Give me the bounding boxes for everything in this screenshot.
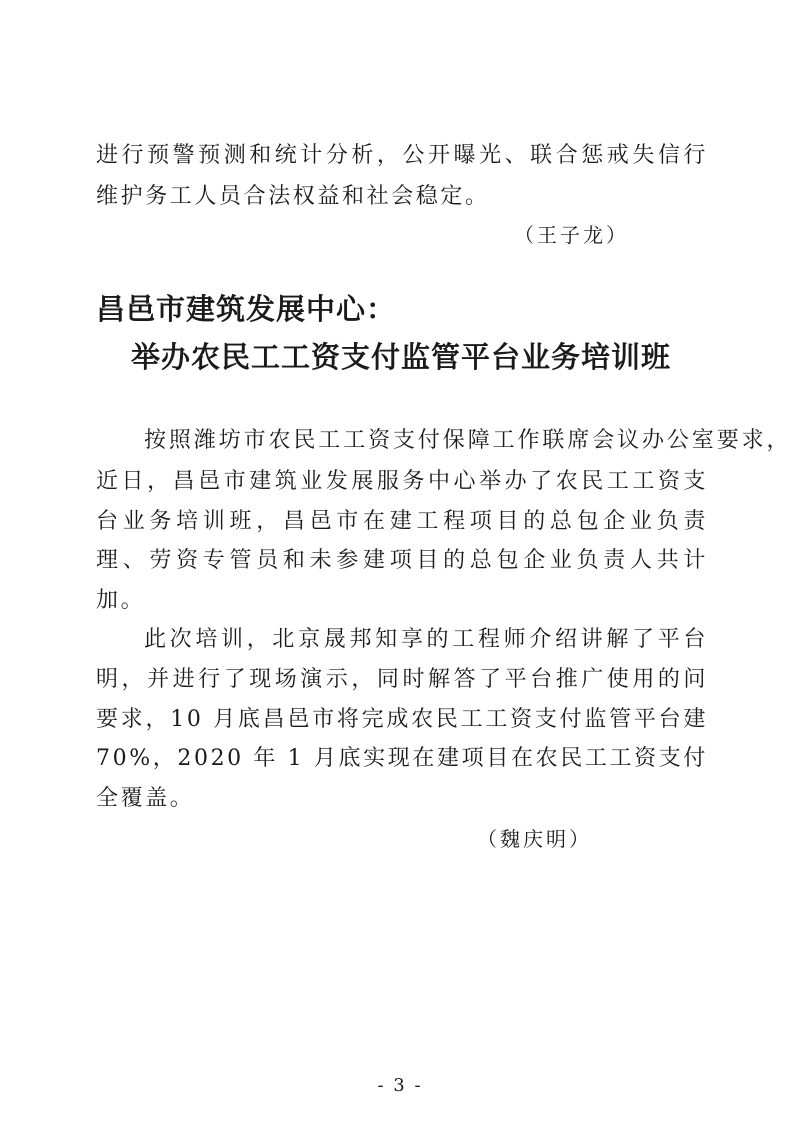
paragraph-1-line-4: 理、劳资专管员和未参建项目的总包企业负责人共计 xyxy=(96,548,708,573)
paragraph-1-line-1: 按照潍坊市农民工工资支付保障工作联席会议办公室要求， xyxy=(144,428,792,453)
paragraph-1-line-2: 近日，昌邑市建筑业发展服务中心举办了农民工工资支 xyxy=(96,469,708,494)
paragraph-2-line-2: 明，并进行了现场演示，同时解答了平台推广使用的问 xyxy=(96,667,708,692)
article-signature: （魏庆明） xyxy=(477,827,592,851)
paragraph-2-line-4: 70%，2020 年 1 月底实现在建项目在农民工工资支付 xyxy=(96,746,708,771)
paragraph-2-line-3: 要求，10 月底昌邑市将完成农民工工资支付监管平台建 xyxy=(96,707,708,732)
article-title-line-1: 昌邑市建筑发展中心： xyxy=(96,292,397,326)
article-title-line-2: 举办农民工工资支付监管平台业务培训班 xyxy=(131,340,672,374)
prev-article-signature: （王子龙） xyxy=(514,223,629,247)
prev-article-line-2: 维护务工人员合法权益和社会稳定。 xyxy=(96,184,490,209)
prev-article-line-1: 进行预警预测和统计分析，公开曝光、联合惩戒失信行 xyxy=(96,143,708,168)
paragraph-2-line-1: 此次培训，北京晟邦知享的工程师介绍讲解了平台 xyxy=(144,627,708,652)
paragraph-1-line-3: 台业务培训班，昌邑市在建工程项目的总包企业负责 xyxy=(96,509,708,534)
paragraph-1-line-5: 加。 xyxy=(96,588,146,613)
paragraph-2-line-5: 全覆盖。 xyxy=(96,786,195,811)
page-number: - 3 - xyxy=(377,1075,423,1096)
